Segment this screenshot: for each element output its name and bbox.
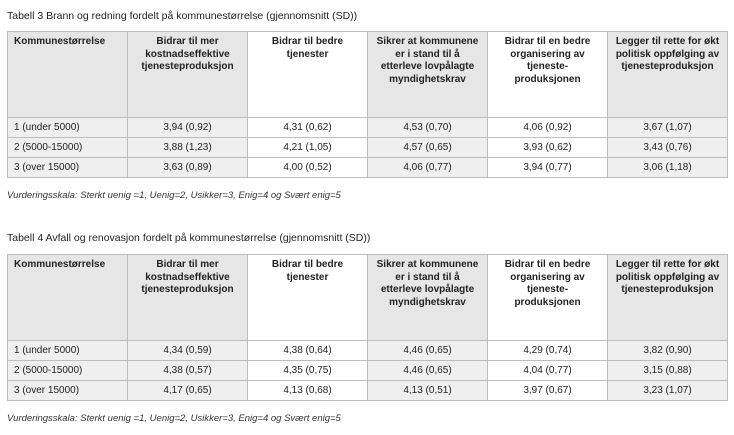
table4: [7, 254, 728, 401]
table3-header-legal: Sikrer at kommunene er i stand til å etterleve lovpålagte myndighetskrav: [368, 32, 488, 118]
table3-cell: 4,06 (0,77): [368, 158, 488, 178]
table3-header-services: Bidrar til bedre tjenester: [248, 32, 368, 118]
table3-cell: 1 (under 5000): [8, 118, 128, 138]
table3-cell: 3,94 (0,77): [488, 158, 608, 178]
table3-cell: 4,21 (1,05): [248, 138, 368, 158]
table3-header-cost: Bidrar til mer kostnadseffektive tjenesteproduksjon: [128, 32, 248, 118]
table4-cell: 4,38 (0,64): [248, 341, 368, 361]
table3-cell: 4,31 (0,62): [248, 118, 368, 138]
table4-cell: 4,46 (0,65): [368, 341, 488, 361]
table4-cell: 3,97 (0,67): [488, 381, 608, 401]
table3-cell: 3,06 (1,18): [608, 158, 728, 178]
table4-header-cost: Bidrar til mer kostnadseffektive tjenesteproduksjon: [128, 255, 248, 341]
table-row: [8, 381, 728, 401]
table4-header-organisation: Bidrar til en bedre organisering av tjeneste-produksjonen: [488, 255, 608, 341]
table4-cell: 4,38 (0,57): [128, 361, 248, 381]
table3-note: Vurderingsskala: Sterkt uenig =1, Uenig=2, Usikker=3, Enig=4 og Svært enig=5: [7, 190, 341, 201]
table3-header-row: [8, 32, 728, 118]
table3-header-political: Legger til rette for økt politisk oppfølging av tjenesteproduksjon: [608, 32, 728, 118]
table4-cell: 1 (under 5000): [8, 341, 128, 361]
table3-cell: 3,63 (0,89): [128, 158, 248, 178]
table3-header-organisation: Bidrar til en bedre organisering av tjeneste-produksjonen: [488, 32, 608, 118]
table3-cell: 3 (over 15000): [8, 158, 128, 178]
table3-cell: 3,94 (0,92): [128, 118, 248, 138]
table4-header-services: Bidrar til bedre tjenester: [248, 255, 368, 341]
table3-cell: 3,43 (0,76): [608, 138, 728, 158]
table4-header-size: Kommunestørrelse: [8, 255, 128, 341]
table4-cell: 3,15 (0,88): [608, 361, 728, 381]
table4-cell: 3,23 (1,07): [608, 381, 728, 401]
table-row: [8, 118, 728, 138]
table4-cell: 3,82 (0,90): [608, 341, 728, 361]
table3-cell: 4,00 (0,52): [248, 158, 368, 178]
table4-cell: 4,13 (0,51): [368, 381, 488, 401]
table4-cell: 4,29 (0,74): [488, 341, 608, 361]
table3-header-size: Kommunestørrelse: [8, 32, 128, 118]
table4-cell: 4,34 (0,59): [128, 341, 248, 361]
table3-cell: 4,06 (0,92): [488, 118, 608, 138]
table-row: [8, 361, 728, 381]
table4-cell: 2 (5000-15000): [8, 361, 128, 381]
table4-cell: 4,04 (0,77): [488, 361, 608, 381]
table-row: [8, 138, 728, 158]
table4-header-political: Legger til rette for økt politisk oppfølging av tjenesteproduksjon: [608, 255, 728, 341]
table-row: [8, 158, 728, 178]
table4-cell: 3 (over 15000): [8, 381, 128, 401]
table4-cell: 4,13 (0,68): [248, 381, 368, 401]
table3-cell: 2 (5000-15000): [8, 138, 128, 158]
table4-caption: Tabell 4 Avfall og renovasjon fordelt på kommunestørrelse (gjennomsnitt (SD)): [7, 232, 371, 244]
table3: [7, 31, 728, 178]
table3-cell: 4,57 (0,65): [368, 138, 488, 158]
table3-cell: 3,67 (1,07): [608, 118, 728, 138]
table4-header-row: [8, 255, 728, 341]
table4-note: Vurderingsskala: Sterkt uenig =1, Uenig=2, Usikker=3, Enig=4 og Svært enig=5: [7, 413, 341, 424]
table4-cell: 4,17 (0,65): [128, 381, 248, 401]
table3-cell: 3,88 (1,23): [128, 138, 248, 158]
table3-cell: 4,53 (0,70): [368, 118, 488, 138]
table4-cell: 4,35 (0,75): [248, 361, 368, 381]
table4-header-legal: Sikrer at kommunene er i stand til å etterleve lovpålagte myndighetskrav: [368, 255, 488, 341]
table3-caption: Tabell 3 Brann og redning fordelt på kommunestørrelse (gjennomsnitt (SD)): [7, 10, 358, 22]
table3-cell: 3,93 (0,62): [488, 138, 608, 158]
table4-cell: 4,46 (0,65): [368, 361, 488, 381]
table-row: [8, 341, 728, 361]
